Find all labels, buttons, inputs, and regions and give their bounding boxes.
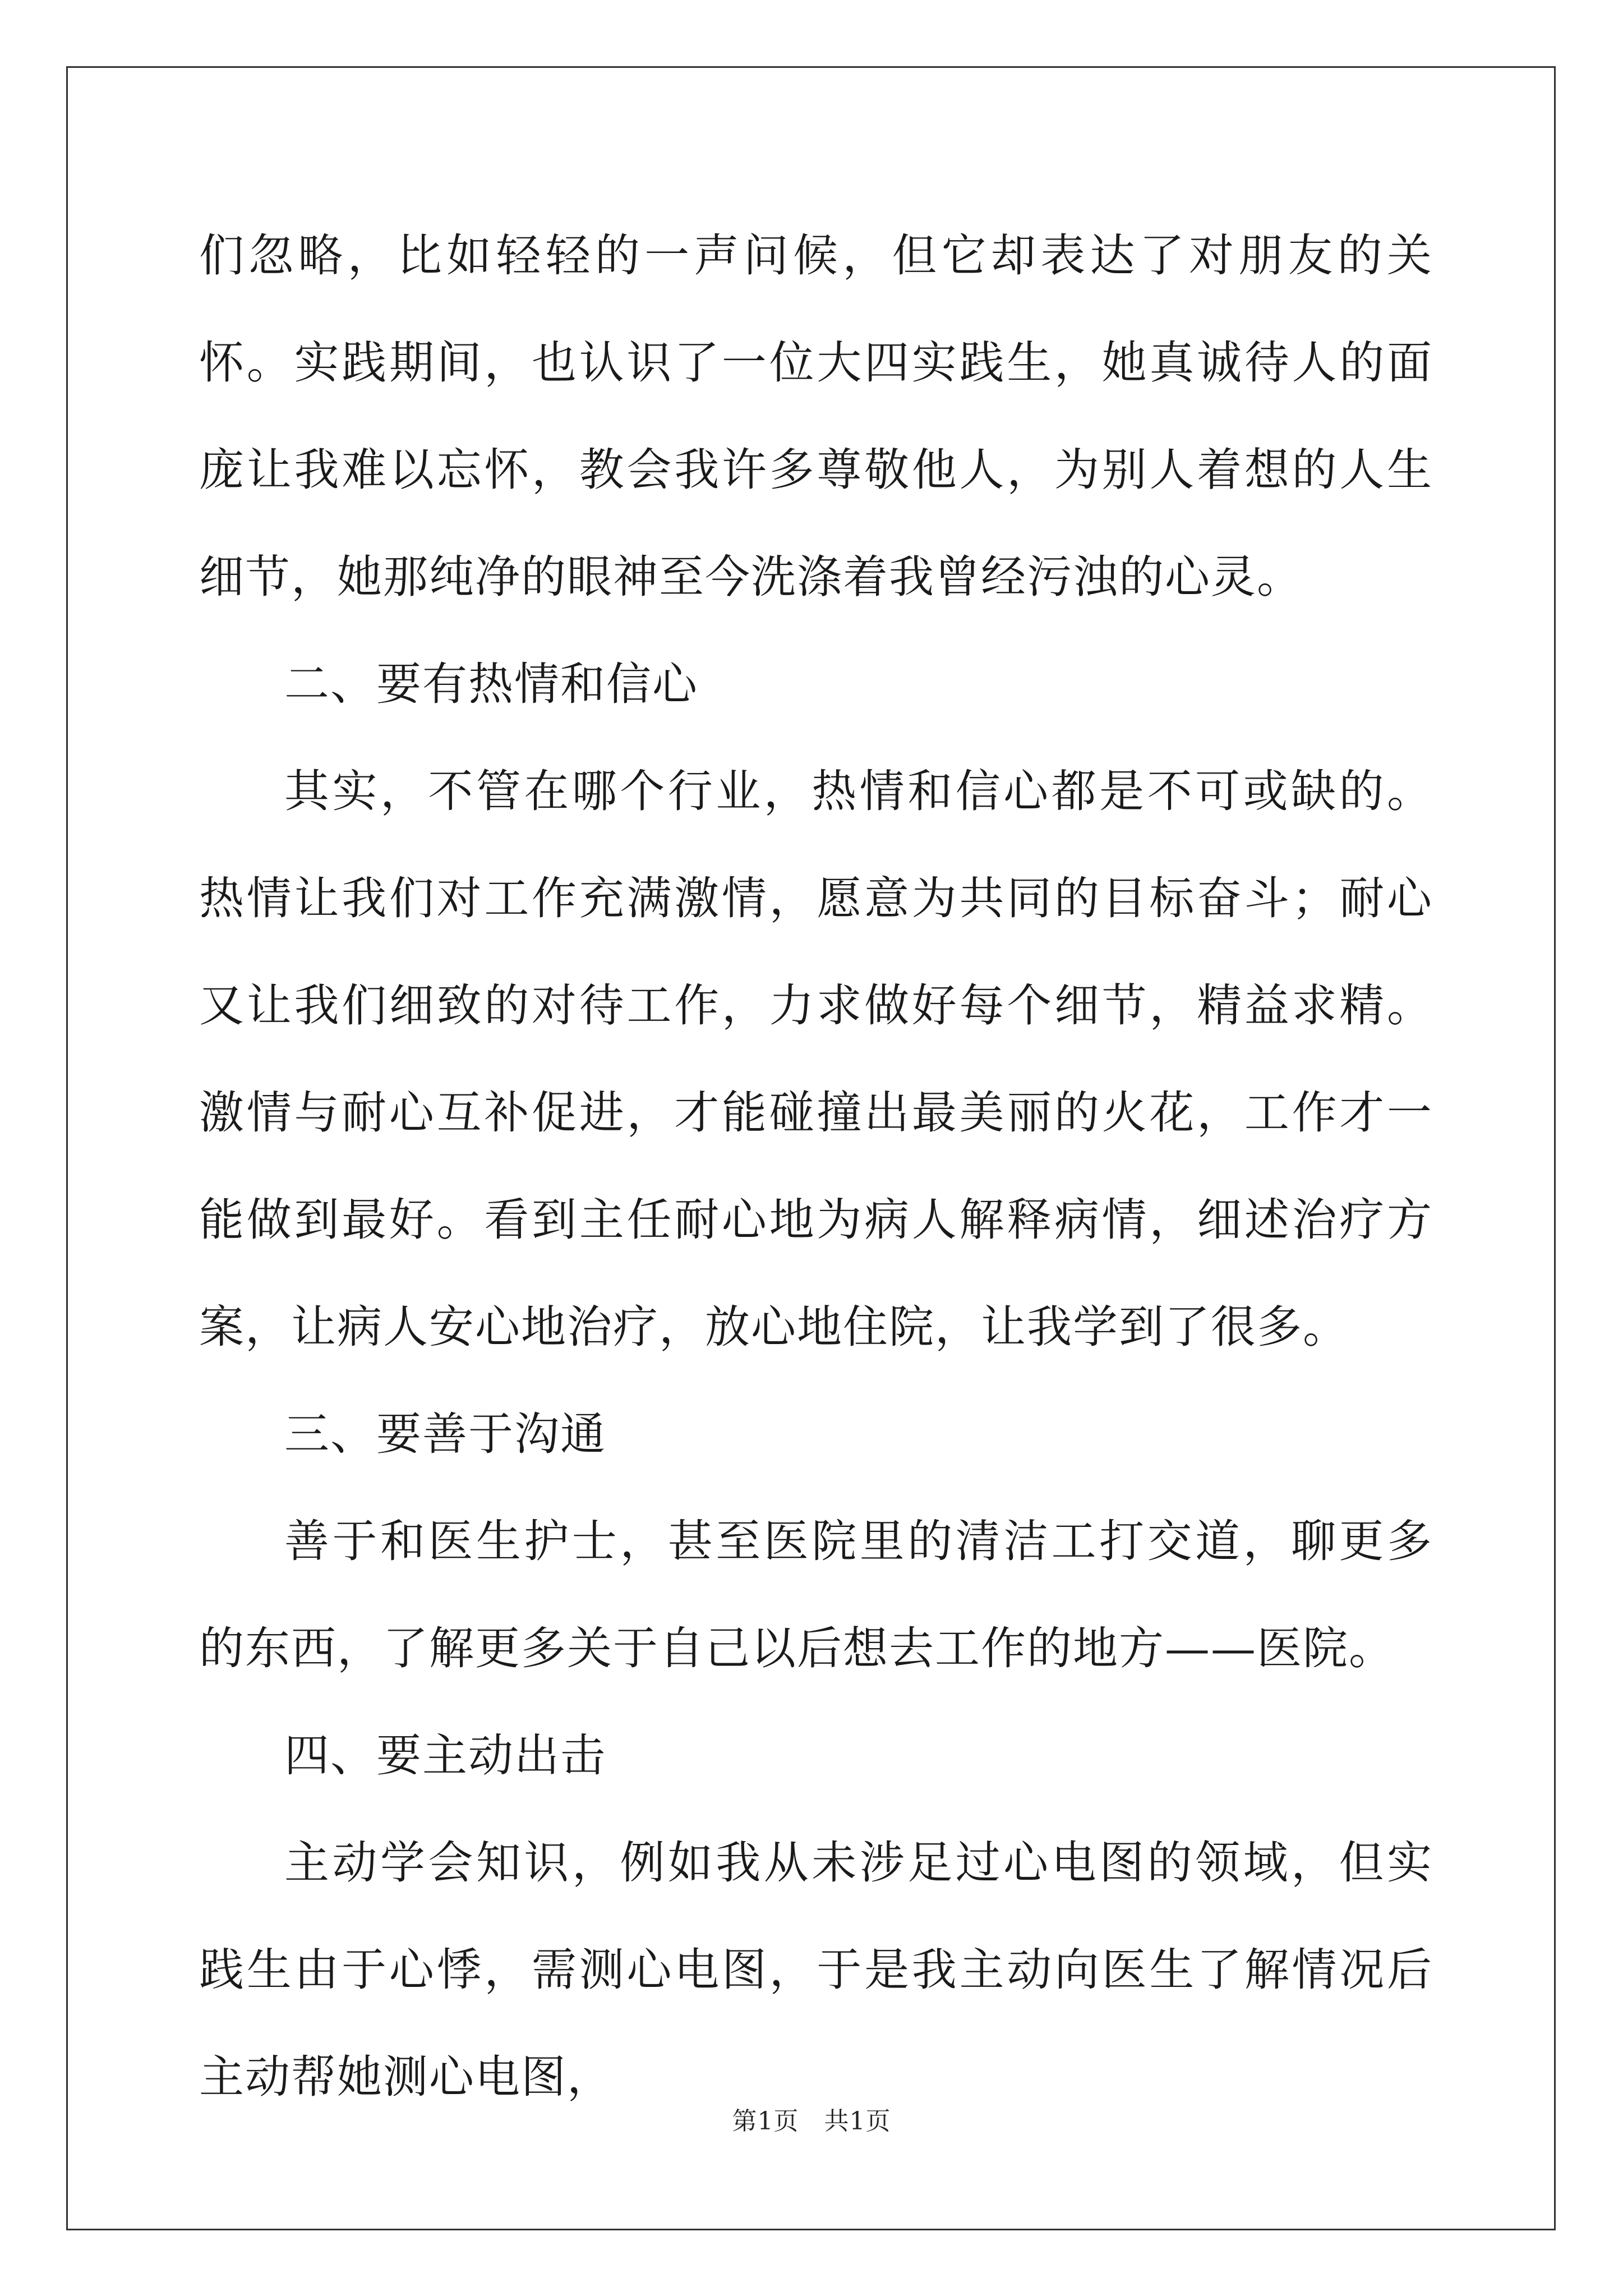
section-heading-3: 三、要善于沟通 — [284, 1408, 606, 1460]
section-heading-4: 四、要主动出击 — [284, 1729, 606, 1782]
paragraph-2: 其实，不管在哪个行业，热情和信心都是不可或缺的。热情让我们对工作充满激情，愿意为共同的目标奋斗；耐心又让我们细致的对待工作，力求做好每个细节，精益求精。激情与耐心互补促进，才能碰撞出最美丽的火花，工作才一能做到最好。看到主任耐心地为病人解释病情，细述治疗方案，让病人安心地治疗，放心地住院，让我学到了很多。 — [199, 765, 1433, 1353]
page-footer: 第1页 共1页 — [732, 2107, 891, 2136]
paragraph-4: 主动学会知识，例如我从未涉足过心电图的领域，但实践生由于心悸，需测心电图，于是我主动向医生了解情况后主动帮她测心电图， — [199, 1837, 1433, 2103]
document-body — [199, 202, 1433, 2131]
paragraph-1: 们忽略，比如轻轻的一声问候，但它却表达了对朋友的关怀。实践期间，也认识了一位大四实践生，她真诚待人的面庞让我难以忘怀，教会我许多尊敬他人，为别人着想的人生细节，她那纯净的眼神至今洗涤着我曾经污浊的心灵。 — [199, 229, 1433, 603]
paragraph-3: 善于和医生护士，甚至医院里的清洁工打交道，聊更多的东西，了解更多关于自己以后想去工作的地方——医院。 — [199, 1515, 1433, 1674]
section-heading-2: 二、要有热情和信心 — [284, 658, 698, 710]
